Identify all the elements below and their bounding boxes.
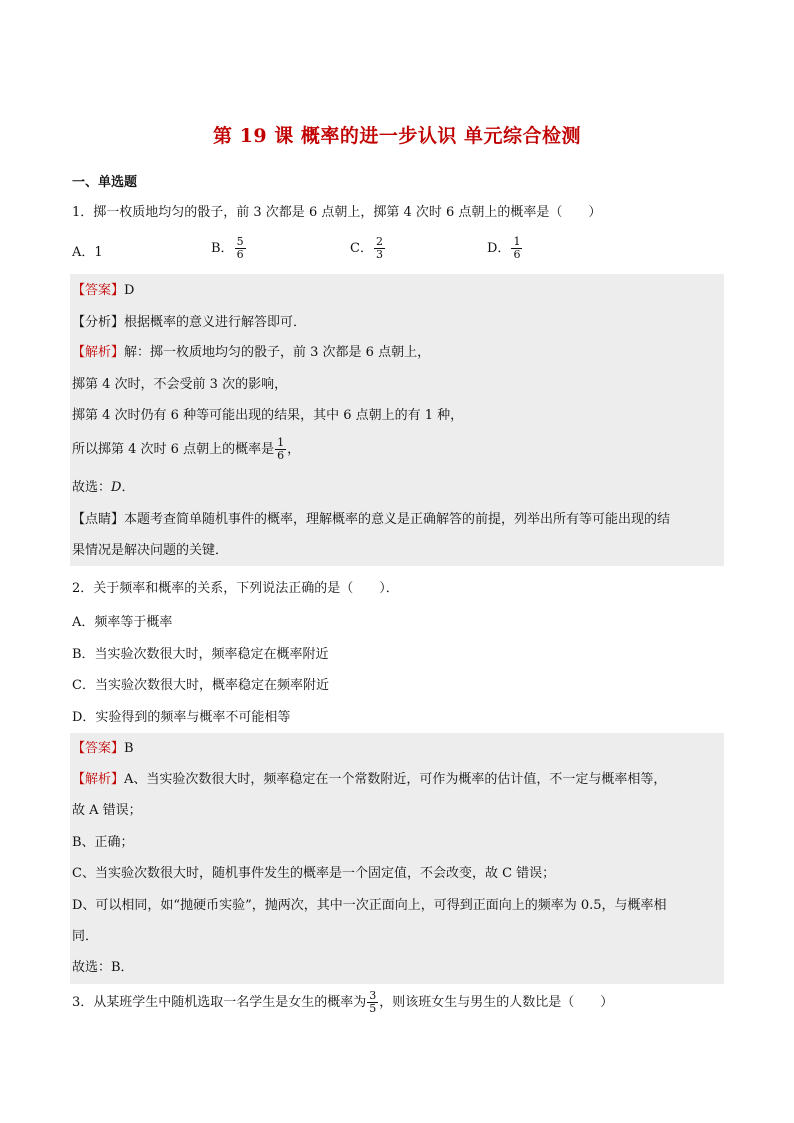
q3-stem: 3．从某班学生中随机选取一名学生是女生的概率为 $\frac{3}{5}$ ，则该班女生与男生的人数比是（ ） bbox=[72, 989, 614, 1015]
q2-option-a: A．频率等于概率 bbox=[72, 615, 173, 630]
q2-solution-line-5: D、可以相同，如“抛硬币实验”，抛两次，其中一次正面向上，可得到正面向上的频率为 0.5，与概率相 bbox=[72, 898, 667, 913]
q1-solution-line-2: 掷第 4 次时，不会受前 3 次的影响， bbox=[72, 377, 288, 392]
q2-solution-line-6: 同． bbox=[72, 929, 99, 944]
q2-solution-line-2: 故 A 错误； bbox=[72, 803, 142, 818]
q2-option-c: C．当实验次数很大时，概率稳定在频率附近 bbox=[72, 678, 329, 693]
q2-answer: 【答案】B bbox=[72, 741, 134, 756]
q2-solution-line-4: C、当实验次数很大时，随机事件发生的概率是一个固定值，不会改变，故 C 错误； bbox=[72, 866, 556, 881]
q1-option-b-fraction: $\frac{5}{6}$ bbox=[236, 235, 244, 261]
q1-comment-line-2: 果情况是解决问题的关键． bbox=[72, 543, 229, 558]
q2-stem: 2．关于频率和概率的关系，下列说法正确的是（ ）． bbox=[72, 581, 399, 596]
q1-option-c: C． $\frac{2}{3}$ bbox=[350, 235, 383, 261]
q1-option-d-fraction: $\frac{1}{6}$ bbox=[513, 235, 521, 261]
q1-stem: 1．掷一枚质地均匀的骰子，前 3 次都是 6 点朝上，掷第 4 次时 6 点朝上的概率是（ ） bbox=[72, 205, 602, 220]
q2-solution-line-1: 【解析】A、当实验次数很大时，频率稳定在一个常数附近，可作为概率的估计值，不一定与概率相等， bbox=[72, 772, 667, 787]
q1-option-b: B． $\frac{5}{6}$ bbox=[211, 235, 244, 261]
q1-solution-line-3: 掷第 4 次时仍有 6 种等可能出现的结果，其中 6 点朝上的有 1 种， bbox=[72, 408, 464, 423]
q3-fraction: $\frac{3}{5}$ bbox=[369, 989, 377, 1015]
q1-option-a: A．1 bbox=[72, 245, 103, 260]
q1-answer: 【答案】D bbox=[72, 283, 135, 298]
q1-solution-line-5: 故选：D． bbox=[72, 480, 135, 495]
q2-option-d: D．实验得到的频率与概率不可能相等 bbox=[72, 710, 291, 725]
q1-solution-line-1: 【解析】解：掷一枚质地均匀的骰子，前 3 次都是 6 点朝上， bbox=[72, 345, 431, 360]
section-heading: 一、单选题 bbox=[72, 175, 138, 190]
q1-solution-line-4: 所以掷第 4 次时 6 点朝上的概率是 $\frac{1}{6}$ ， bbox=[72, 436, 301, 462]
q2-solution-line-3: B、正确； bbox=[72, 835, 134, 850]
q1-analysis: 【分析】根据概率的意义进行解答即可． bbox=[72, 315, 307, 330]
q1-solution-fraction: $\frac{1}{6}$ bbox=[277, 436, 285, 462]
q1-comment-line-1: 【点睛】本题考查简单随机事件的概率，理解概率的意义是正确解答的前提，列举出所有等可能出现的结 bbox=[72, 512, 671, 527]
q1-option-d: D． $\frac{1}{6}$ bbox=[487, 235, 521, 261]
q2-solution-line-7: 故选：B． bbox=[72, 960, 134, 975]
page-title: 第 19 课 概率的进一步认识 单元综合检测 bbox=[213, 125, 581, 147]
q2-option-b: B．当实验次数很大时，频率稳定在概率附近 bbox=[72, 647, 329, 662]
q1-option-c-fraction: $\frac{2}{3}$ bbox=[375, 235, 383, 261]
